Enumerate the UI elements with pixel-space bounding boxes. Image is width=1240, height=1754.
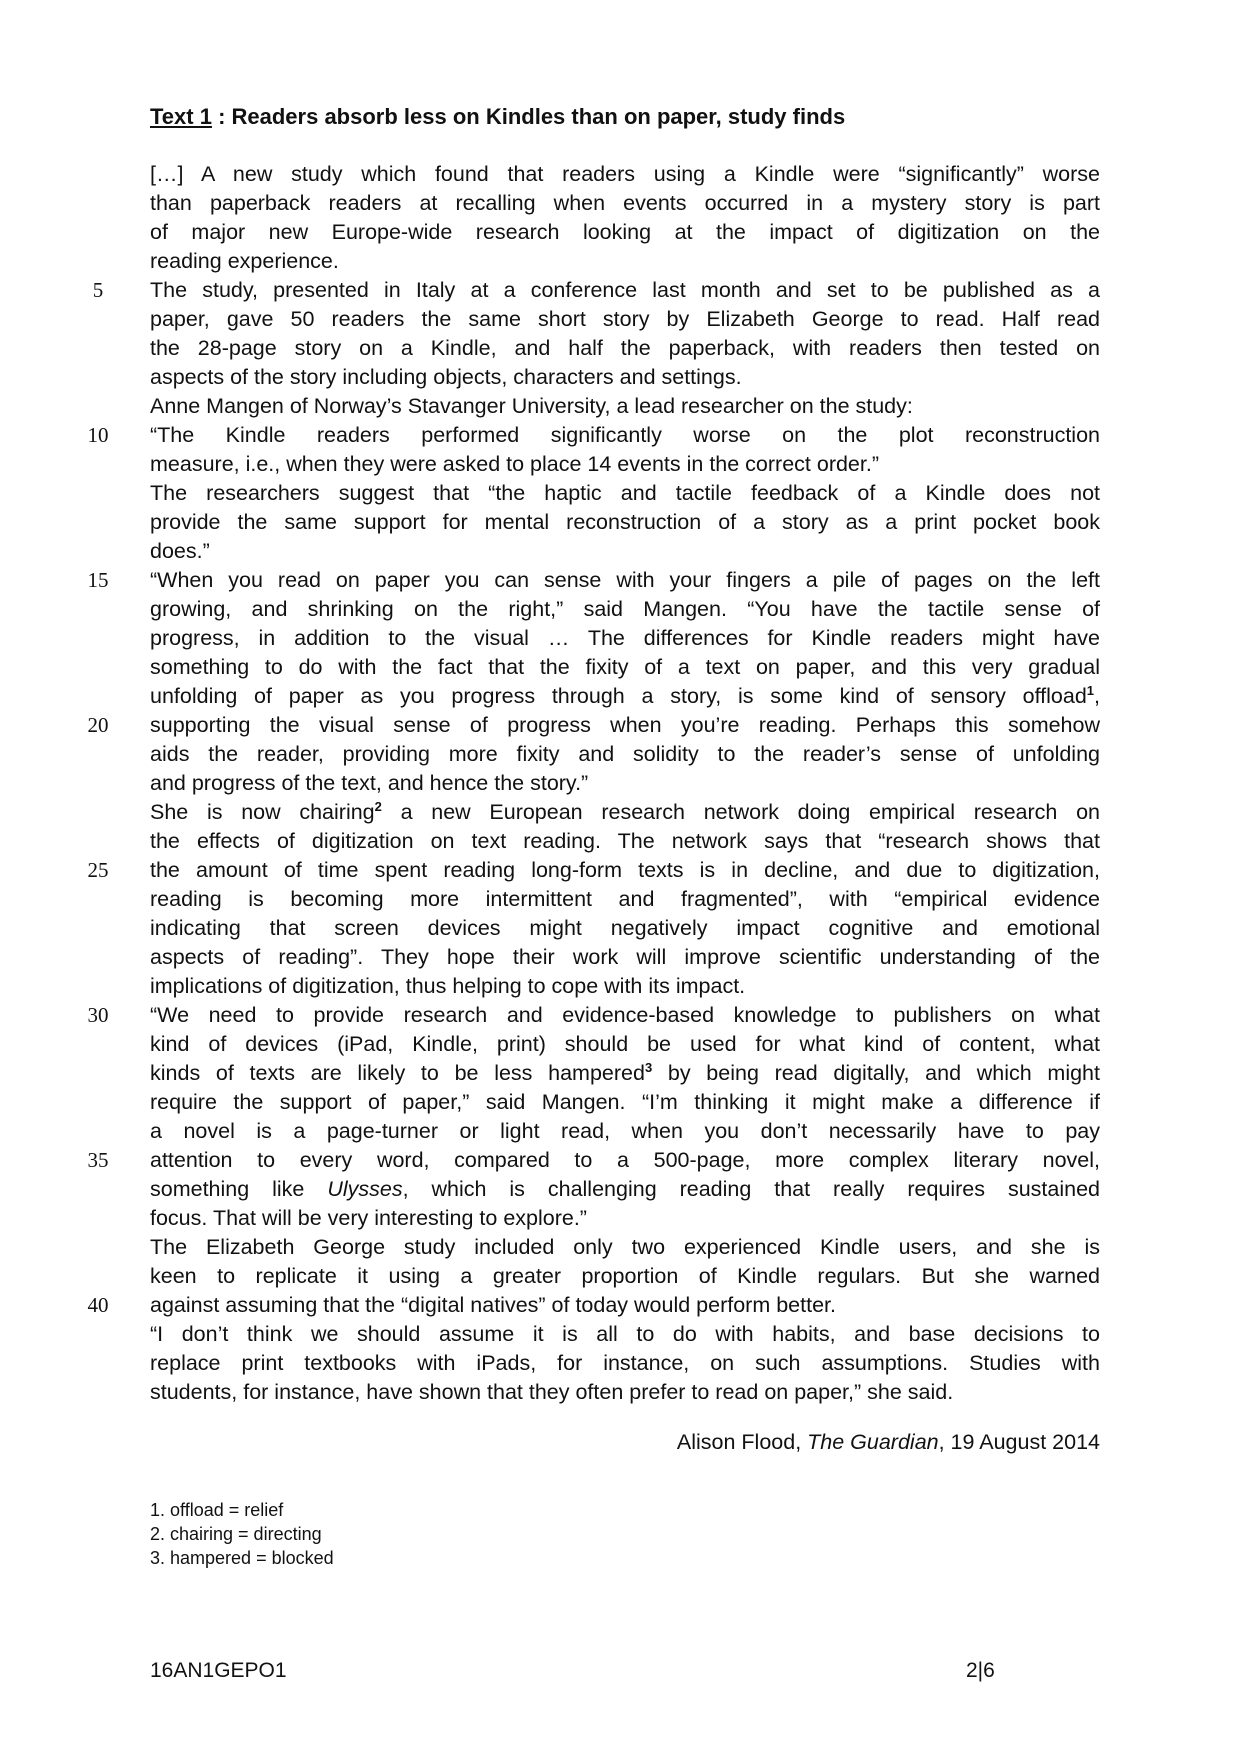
body-line: provide the same support for mental reconstruction of a story as a print pocket book: [150, 510, 1100, 534]
title-label: Text 1: [150, 104, 212, 129]
body-line: indicating that screen devices might negatively impact cognitive and emotional: [150, 916, 1100, 940]
body-line: a novel is a page-turner or light read, when you don’t necessarily have to pay: [150, 1119, 1100, 1143]
body-line: against assuming that the “digital natives” of today would perform better.: [150, 1293, 836, 1317]
body-line: students, for instance, have shown that they often prefer to read on paper,” she said.: [150, 1380, 954, 1404]
line-number: 25: [87, 858, 109, 882]
line-number: 40: [87, 1293, 109, 1317]
line-text: kinds of texts are likely to be less hampered: [150, 1061, 645, 1085]
body-line: The researchers suggest that “the haptic and tactile feedback of a Kindle does not: [150, 481, 1100, 505]
footnote-marker: 2: [374, 798, 382, 814]
body-line: reading experience.: [150, 249, 339, 273]
footnote: 2. chairing = directing: [150, 1524, 322, 1544]
text-title: [150, 104, 845, 130]
body-line: require the support of paper,” said Mangen. “I’m thinking it might make a difference if: [150, 1090, 1100, 1114]
body-line: the 28-page story on a Kindle, and half the paperback, with readers then tested on: [150, 336, 1100, 360]
body-line: “When you read on paper you can sense with your fingers a pile of pages on the left: [150, 568, 1100, 592]
line-number: 20: [87, 713, 109, 737]
body-line: “I don’t think we should assume it is all to do with habits, and base decisions to: [150, 1322, 1100, 1346]
line-number: 35: [87, 1148, 109, 1172]
source-attribution: [677, 1430, 1100, 1455]
line-text: , which is challenging reading that really requires sustained: [402, 1177, 1100, 1201]
body-line: of major new Europe-wide research looking at the impact of digitization on the: [150, 220, 1100, 244]
title-text: : Readers absorb less on Kindles than on paper, study finds: [211, 104, 846, 129]
body-line: [150, 1175, 1100, 1204]
body-line: attention to every word, compared to a 500-page, more complex literary novel,: [150, 1148, 1100, 1172]
body-line: replace print textbooks with iPads, for instance, on such assumptions. Studies with: [150, 1351, 1100, 1375]
body-line: something to do with the fact that the fixity of a text on paper, and this very gradual: [150, 655, 1100, 679]
body-line: aids the reader, providing more fixity and solidity to the reader’s sense of unfolding: [150, 742, 1100, 766]
line-text: something like: [150, 1177, 328, 1201]
body-line: [150, 1059, 1100, 1088]
body-line: than paperback readers at recalling when events occurred in a mystery story is part: [150, 191, 1100, 215]
body-line: implications of digitization, thus helping to cope with its impact.: [150, 974, 746, 998]
document-code: 16AN1GEPO1: [150, 1659, 287, 1682]
page-number: 2|6: [966, 1659, 995, 1682]
body-line: aspects of reading”. They hope their work will improve scientific understanding of the: [150, 945, 1100, 969]
body-line: progress, in addition to the visual … The differences for Kindle readers might have: [150, 626, 1100, 650]
line-text: unfolding of paper as you progress through a story, is some kind of sensory offload: [150, 684, 1087, 708]
body-line: focus. That will be very interesting to explore.”: [150, 1206, 587, 1230]
book-title: Ulysses: [327, 1177, 403, 1201]
body-line: aspects of the story including objects, characters and settings.: [150, 365, 742, 389]
body-line: does.”: [150, 539, 210, 563]
line-number: 30: [87, 1003, 109, 1027]
body-line: [150, 798, 1100, 827]
body-line: and progress of the text, and hence the story.”: [150, 771, 589, 795]
line-text: a new European research network doing empirical research on: [381, 800, 1100, 824]
body-line: Anne Mangen of Norway’s Stavanger University, a lead researcher on the study:: [150, 394, 913, 418]
body-line: “We need to provide research and evidence-based knowledge to publishers on what: [150, 1003, 1100, 1027]
date: , 19 August 2014: [938, 1430, 1100, 1454]
line-text: by being read digitally, and which might: [652, 1061, 1100, 1085]
footnote: 1. offload = relief: [150, 1500, 284, 1520]
line-text: She is now chairing: [150, 800, 375, 824]
body-line: measure, i.e., when they were asked to place 14 events in the correct order.”: [150, 452, 879, 476]
author: Alison Flood,: [676, 1430, 808, 1454]
line-number: 5: [92, 278, 104, 302]
body-line: kind of devices (iPad, Kindle, print) should be used for what kind of content, what: [150, 1032, 1100, 1056]
footnote-marker: 3: [644, 1059, 653, 1075]
body-line: supporting the visual sense of progress when you’re reading. Perhaps this somehow: [150, 713, 1100, 737]
body-line: growing, and shrinking on the right,” said Mangen. “You have the tactile sense of: [150, 597, 1100, 621]
body-line: The study, presented in Italy at a conference last month and set to be published as a: [150, 278, 1100, 302]
footnote: 3. hampered = blocked: [150, 1548, 334, 1568]
body-line: the amount of time spent reading long-form texts is in decline, and due to digitization,: [150, 858, 1100, 882]
body-line: “The Kindle readers performed significantly worse on the plot reconstruction: [150, 423, 1100, 447]
footnote-marker: 1: [1086, 682, 1095, 698]
body-line: the effects of digitization on text reading. The network says that “research shows that: [150, 829, 1100, 853]
line-text: ,: [1094, 684, 1100, 708]
line-number: 10: [87, 423, 109, 447]
line-number: 15: [87, 568, 109, 592]
body-line: The Elizabeth George study included only two experienced Kindle users, and she is: [150, 1235, 1100, 1259]
body-line: reading is becoming more intermittent and fragmented”, with “empirical evidence: [150, 887, 1100, 911]
body-line: […] A new study which found that readers using a Kindle were “significantly” worse: [150, 162, 1100, 186]
publication: The Guardian: [807, 1430, 939, 1454]
body-line: paper, gave 50 readers the same short story by Elizabeth George to read. Half read: [150, 307, 1100, 331]
body-line: keen to replicate it using a greater proportion of Kindle regulars. But she warned: [150, 1264, 1100, 1288]
body-line: [150, 682, 1100, 711]
